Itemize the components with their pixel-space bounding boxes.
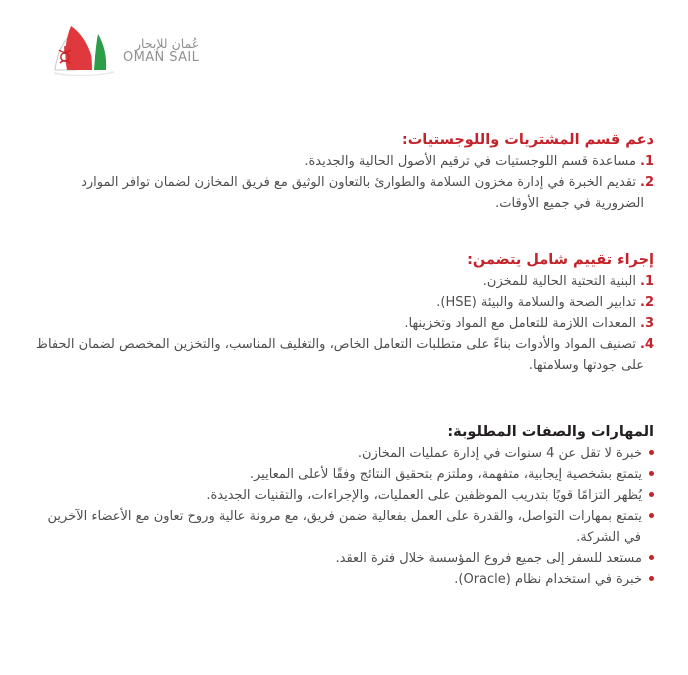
list-item xyxy=(34,443,654,464)
section-required-skills xyxy=(34,422,654,590)
list-item xyxy=(34,151,654,172)
section-heading: دعم قسم المشتريات واللوجستيات: xyxy=(401,132,654,148)
item-text: يتمتع بمهارات التواصل، والقدرة على العمل بفعالية ضمن فريق، مع مرونة عالية وروح تعاون مع الأعضاء الآخرين في الشركة. xyxy=(47,509,642,545)
item-number: 2. xyxy=(640,175,654,190)
list-item xyxy=(34,172,654,214)
sailboat-icon xyxy=(52,24,116,78)
item-text: المعدات اللازمة للتعامل مع المواد وتخزينها. xyxy=(404,316,636,331)
logo-wordmark xyxy=(123,37,199,65)
oman-sail-logo xyxy=(52,24,199,78)
document-body xyxy=(34,130,654,590)
list-item xyxy=(34,464,654,485)
item-number: 3. xyxy=(640,316,654,331)
item-text: مساعدة قسم اللوجستيات في ترقيم الأصول الحالية والجديدة. xyxy=(304,154,636,169)
bullet-icon xyxy=(649,513,654,518)
list-item xyxy=(34,485,654,506)
list-item xyxy=(34,292,654,313)
item-text: تصنيف المواد والأدوات بناءً على متطلبات التعامل الخاص، والتغليف المناسب، والتخزين المخصص لضمان الحفاظ على جودتها وسلامتها. xyxy=(35,337,644,373)
item-text: تدابير الصحة والسلامة والبيئة (HSE). xyxy=(436,295,636,310)
bullet-icon xyxy=(649,555,654,560)
item-text: خبرة في استخدام نظام (Oracle). xyxy=(454,572,642,587)
logo-english-name: OMAN SAIL xyxy=(123,50,200,65)
bullet-icon xyxy=(649,450,654,455)
item-text: مستعد للسفر إلى جميع فروع المؤسسة خلال فترة العقد. xyxy=(335,551,642,566)
bullet-icon xyxy=(649,492,654,497)
bullet-icon xyxy=(649,576,654,581)
item-number: 1. xyxy=(640,274,654,289)
item-number: 1. xyxy=(640,154,654,169)
item-text: خبرة لا تقل عن 4 سنوات في إدارة عمليات المخازن. xyxy=(357,446,642,461)
item-text: يتمتع بشخصية إيجابية، متفهمة، وملتزم بتحقيق النتائج وفقًا لأعلى المعايير. xyxy=(249,467,642,482)
list-item xyxy=(34,313,654,334)
list-item xyxy=(34,569,654,590)
item-text: يُظهر التزامًا قويًا بتدريب الموظفين على العمليات، والإجراءات، والتقنيات الجديدة. xyxy=(206,488,642,503)
bullet-icon xyxy=(649,471,654,476)
section-procurement-support xyxy=(34,130,654,214)
list-item xyxy=(34,506,654,548)
item-number: 4. xyxy=(640,337,654,352)
logo-arabic-name: عُمان للإبحار xyxy=(134,36,200,51)
list-item xyxy=(34,334,654,376)
section-comprehensive-assessment xyxy=(34,250,654,376)
item-text: البنية التحتية الحالية للمخزن. xyxy=(482,274,636,289)
section-heading: إجراء تقييم شامل يتضمن: xyxy=(467,252,654,268)
list-item xyxy=(34,271,654,292)
item-number: 2. xyxy=(640,295,654,310)
item-text: تقديم الخبرة في إدارة مخزون السلامة والطوارئ بالتعاون الوثيق مع فريق المخازن لضمان توافر الموارد الضرورية في جميع الأوقات. xyxy=(81,175,644,211)
list-item xyxy=(34,548,654,569)
section-heading: المهارات والصفات المطلوبة: xyxy=(447,424,654,440)
